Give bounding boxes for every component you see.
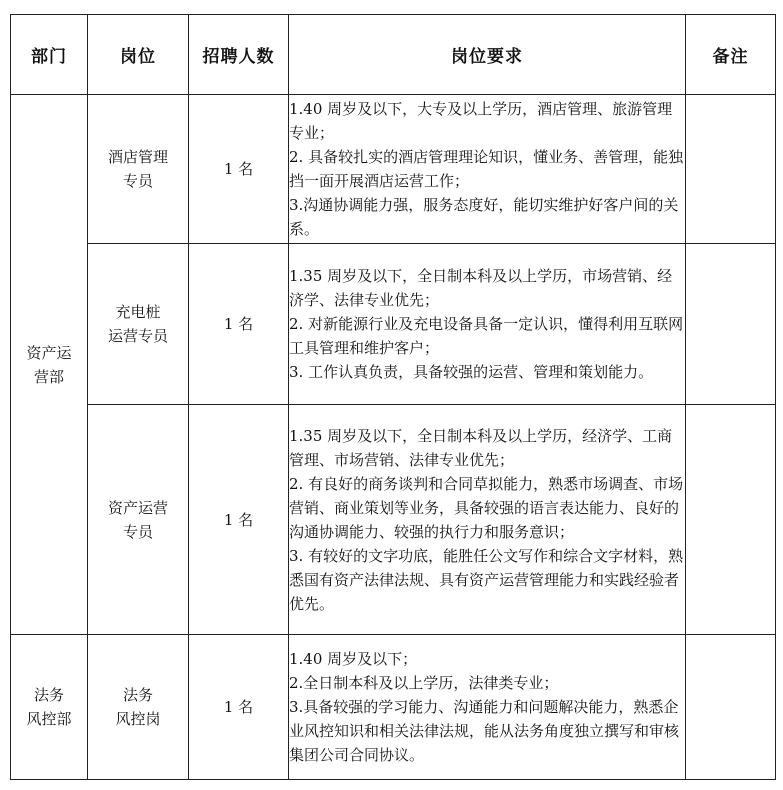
requirement-item: 3.具备较强的学习能力、沟通能力和问题解决能力，熟悉企业风控知识和相关法律法规，能从法务角度独立撰写和审核集团公司合同协议。 — [289, 698, 680, 764]
department-name-line: 资产运 — [26, 343, 72, 362]
department-cell-asset-operations — [11, 95, 88, 635]
position-cell — [88, 405, 189, 635]
requirement-item: 2. 有良好的商务谈判和合同草拟能力，熟悉市场调查、市场营销、商业策划等业务，具备较强的语言表达能力、良好的沟通协调能力、较强的执行力和服务意识； — [289, 474, 684, 541]
header-row — [11, 15, 776, 95]
position-title-line: 资产运营 — [107, 498, 168, 517]
position-cell — [88, 244, 189, 405]
headcount-cell: 1 名 — [189, 405, 289, 635]
requirement-item: 1.35 周岁及以下，全日制本科及以上学历，经济学、工商管理、市场营销、法律专业优先； — [289, 426, 673, 469]
position-title-line: 法务 — [122, 686, 153, 704]
position-title-line: 充电桩 — [115, 303, 161, 321]
requirement-item: 1.40 周岁及以下，大专及以上学历，酒店管理、旅游管理专业； — [289, 100, 673, 142]
recruitment-table — [10, 14, 776, 780]
remarks-cell — [686, 405, 776, 635]
headcount-cell: 1 名 — [189, 635, 289, 780]
header-position: 岗位 — [88, 15, 189, 95]
headcount-cell: 1 名 — [189, 95, 289, 244]
department-name-line: 营部 — [33, 367, 64, 386]
requirement-item: 3.沟通协调能力强，服务态度好，能切实维护好客户间的关系。 — [289, 196, 679, 238]
requirement-item: 2. 具备较扎实的酒店管理理论知识，懂业务、善管理，能独挡一面开展酒店运营工作； — [289, 148, 684, 190]
department-name-line: 法务 — [33, 686, 64, 704]
remarks-cell — [686, 95, 776, 244]
header-remarks: 备注 — [686, 15, 776, 95]
position-title-line: 专员 — [122, 172, 153, 190]
requirements-cell — [289, 95, 686, 244]
department-name-line: 风控部 — [26, 710, 72, 728]
remarks-cell — [686, 635, 776, 780]
header-department: 部门 — [11, 15, 88, 95]
requirement-item: 1.40 周岁及以下； — [289, 650, 418, 668]
table-row — [11, 95, 776, 244]
requirements-cell — [289, 635, 686, 780]
headcount-cell: 1 名 — [189, 244, 289, 405]
requirements-cell — [289, 244, 686, 405]
table-row — [11, 405, 776, 635]
header-headcount: 招聘人数 — [189, 15, 289, 95]
table-row — [11, 635, 776, 780]
requirements-cell — [289, 405, 686, 635]
position-title-line: 风控岗 — [115, 710, 161, 728]
table-row — [11, 244, 776, 405]
requirement-item: 3. 工作认真负责，具备较强的运营、管理和策划能力。 — [289, 363, 654, 381]
requirement-item: 2. 对新能源行业及充电设备具备一定认识，懂得利用互联网工具管理和维护客户； — [289, 315, 684, 357]
position-cell — [88, 635, 189, 780]
remarks-cell — [686, 244, 776, 405]
requirement-item: 2.全日制本科及以上学历，法律类专业； — [289, 674, 559, 692]
position-cell — [88, 95, 189, 244]
position-title-line: 酒店管理 — [107, 148, 168, 166]
position-title-line: 运营专员 — [107, 327, 168, 345]
header-requirements: 岗位要求 — [289, 15, 686, 95]
position-title-line: 专员 — [122, 522, 153, 541]
requirement-item: 3. 有较好的文字功底，能胜任公文写作和综合文字材料，熟悉国有资产法律法规、具有资产运营管理能力和实践经验者优先。 — [289, 546, 684, 613]
department-cell-legal-risk — [11, 635, 88, 780]
requirement-item: 1.35 周岁及以下，全日制本科及以上学历，市场营销、经济学、法律专业优先； — [289, 267, 673, 309]
